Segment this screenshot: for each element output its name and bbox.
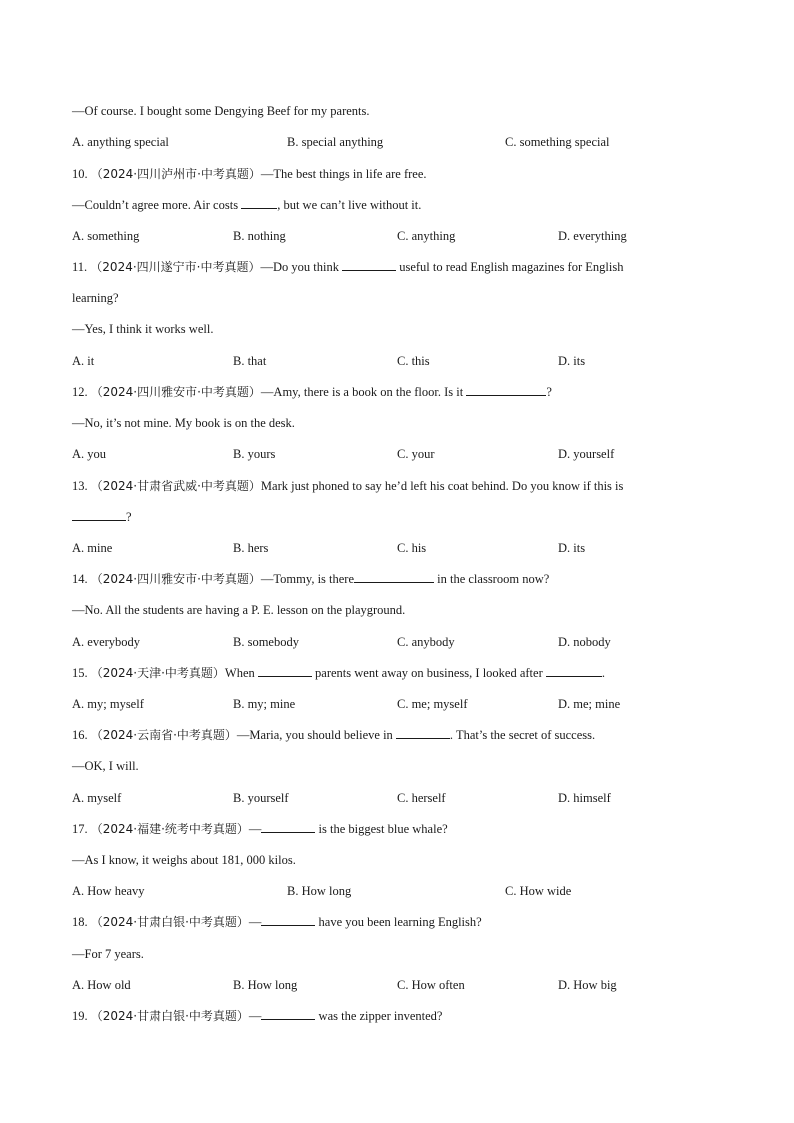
q18-stem-after: have you been learning English? [315, 915, 482, 929]
q16-source: （2024·云南省·中考真题） [90, 728, 237, 742]
q15-stem [72, 665, 605, 681]
q17-number: 17. [72, 822, 88, 836]
q10-option-b: B. nothing [233, 229, 286, 243]
q19-stem [72, 1008, 442, 1024]
q16-number: 16. [72, 728, 88, 742]
q17-stem-after: is the biggest blue whale? [315, 822, 448, 836]
q13-number: 13. [72, 479, 88, 493]
q16-reply: —OK, I will. [72, 759, 139, 773]
q12-option-b: B. yours [233, 447, 276, 461]
q13-blank [72, 509, 126, 521]
q10-reply-after: , but we can’t live without it. [277, 198, 422, 212]
q14-stem-after: in the classroom now? [434, 572, 550, 586]
q19-source: （2024·甘肃白银·中考真题） [90, 1009, 249, 1023]
q10-option-d: D. everything [558, 229, 627, 243]
q9-option-b: B. special anything [287, 135, 384, 149]
q18-number: 18. [72, 915, 88, 929]
q11-stem-before: —Do you think [260, 260, 343, 274]
q16-option-d: D. himself [558, 791, 611, 805]
q13-source: （2024·甘肃省武威·中考真题） [90, 479, 261, 493]
q17-stem [72, 821, 448, 837]
q9-option-c: C. something special [505, 135, 610, 149]
q12-source: （2024·四川雅安市·中考真题） [90, 385, 261, 399]
q14-blank [354, 571, 434, 583]
q15-source: （2024·天津·中考真题） [90, 666, 225, 680]
q19-blank [261, 1008, 315, 1020]
q14-option-d: D. nobody [558, 635, 611, 649]
q18-blank [261, 914, 315, 926]
q12-option-c: C. your [397, 447, 435, 461]
q16-stem-after: . That’s the secret of success. [449, 728, 596, 742]
q18-option-b: B. How long [233, 978, 298, 992]
q13-stem [72, 478, 623, 494]
q15-stem-before: When [224, 666, 258, 680]
q15-stem-mid: parents went away on business, I looked after [311, 666, 546, 680]
q14-reply: —No. All the students are having a P. E. lesson on the playground. [72, 603, 406, 617]
q18-stem [72, 914, 482, 930]
q11-option-d: D. its [558, 354, 586, 368]
q12-reply: —No, it’s not mine. My book is on the desk. [72, 416, 295, 430]
q12-blank [466, 384, 546, 396]
q11-option-b: B. that [233, 354, 267, 368]
q18-option-d: D. How big [558, 978, 617, 992]
q15-option-d: D. me; mine [558, 697, 621, 711]
q12-option-a: A. you [72, 447, 107, 461]
q11-option-c: C. this [397, 354, 430, 368]
q17-stem-before: — [248, 822, 262, 836]
q14-number: 14. [72, 572, 88, 586]
q16-stem-before: —Maria, you should believe in [236, 728, 396, 742]
q9-option-a: A. anything special [72, 135, 169, 149]
q14-option-c: C. anybody [397, 635, 455, 649]
q18-reply: —For 7 years. [72, 947, 144, 961]
q12-stem-before: —Amy, there is a book on the floor. Is it [260, 385, 467, 399]
q19-stem-after: was the zipper invented? [315, 1009, 443, 1023]
q14-source: （2024·四川雅安市·中考真题） [90, 572, 261, 586]
q11-stem-cont: learning? [72, 291, 119, 305]
q10-option-a: A. something [72, 229, 140, 243]
q19-stem-before: — [248, 1009, 262, 1023]
q13-option-a: A. mine [72, 541, 113, 555]
q18-source: （2024·甘肃白银·中考真题） [90, 915, 249, 929]
q14-option-b: B. somebody [233, 635, 299, 649]
q18-option-a: A. How old [72, 978, 131, 992]
q14-option-a: A. everybody [72, 635, 141, 649]
q17-option-a: A. How heavy [72, 884, 145, 898]
q15-stem-after: . [601, 666, 605, 680]
q12-option-d: D. yourself [558, 447, 615, 461]
q13-option-c: C. his [397, 541, 427, 555]
q15-blank-1 [258, 665, 312, 677]
q16-option-b: B. yourself [233, 791, 289, 805]
q13-stem-cont-after: ? [126, 510, 132, 524]
q10-reply [72, 197, 421, 213]
q14-stem-before: —Tommy, is there [260, 572, 355, 586]
q19-number: 19. [72, 1009, 88, 1023]
q12-number: 12. [72, 385, 88, 399]
q17-option-b: B. How long [287, 884, 352, 898]
q13-stem-cont [72, 509, 132, 525]
q18-stem-before: — [248, 915, 262, 929]
q11-source: （2024·四川遂宁市·中考真题） [90, 260, 261, 274]
q9-answer-line: —Of course. I bought some Dengying Beef for my parents. [72, 104, 370, 118]
q18-option-c: C. How often [397, 978, 465, 992]
q11-number: 11. [72, 260, 88, 274]
q17-blank [261, 821, 315, 833]
q12-stem [72, 384, 552, 400]
q11-reply: —Yes, I think it works well. [72, 322, 214, 336]
q12-stem-after: ? [546, 385, 552, 399]
q17-source: （2024·福建·统考中考真题） [90, 822, 249, 836]
q14-stem [72, 571, 549, 587]
q11-blank [342, 259, 396, 271]
q16-option-c: C. herself [397, 791, 446, 805]
q10-stem-text: —The best things in life are free. [260, 167, 427, 181]
q17-option-c: C. How wide [505, 884, 572, 898]
q15-blank-2 [546, 665, 602, 677]
q15-option-a: A. my; myself [72, 697, 144, 711]
q16-option-a: A. myself [72, 791, 122, 805]
q13-option-d: D. its [558, 541, 586, 555]
q11-option-a: A. it [72, 354, 95, 368]
q13-option-b: B. hers [233, 541, 269, 555]
q15-option-b: B. my; mine [233, 697, 296, 711]
q10-number: 10. [72, 167, 88, 181]
q17-reply: —As I know, it weighs about 181, 000 kilos. [72, 853, 296, 867]
q15-option-c: C. me; myself [397, 697, 468, 711]
q10-source: （2024·四川泸州市·中考真题） [90, 167, 261, 181]
q10-stem [72, 166, 427, 182]
q15-number: 15. [72, 666, 88, 680]
q13-stem-text: Mark just phoned to say he’d left his coat behind. Do you know if this is [260, 479, 624, 493]
q10-reply-before: —Couldn’t agree more. Air costs [72, 198, 242, 212]
q11-stem-after: useful to read English magazines for English [396, 260, 624, 274]
q16-blank [396, 727, 450, 739]
q16-stem [72, 727, 595, 743]
q11-stem [72, 259, 623, 275]
q10-option-c: C. anything [397, 229, 456, 243]
q10-blank [241, 197, 277, 209]
